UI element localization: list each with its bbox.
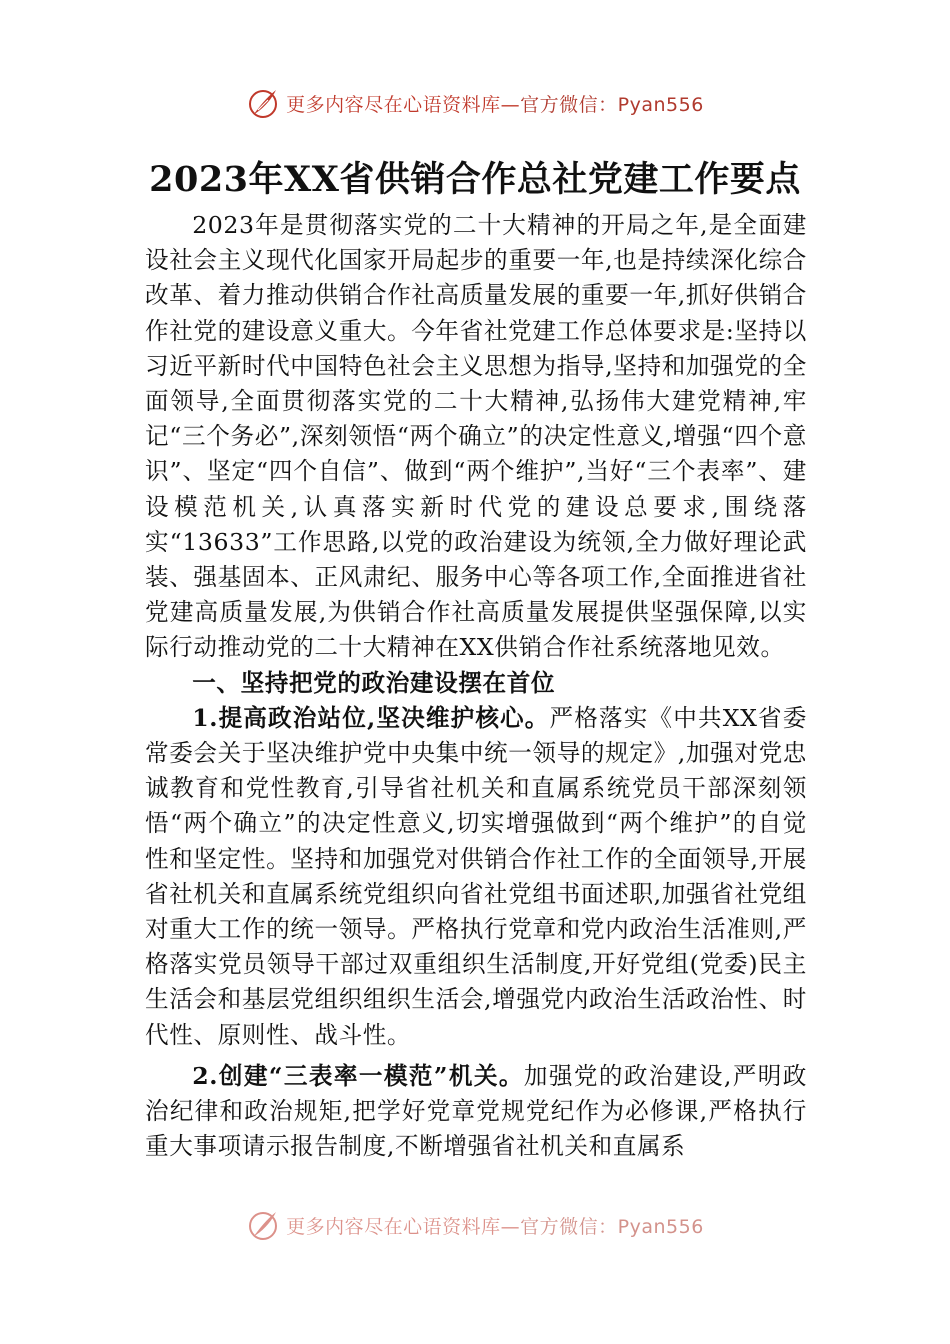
item-1-body: 严格落实《中共XX省委常委会关于坚决维护党中央集中统一领导的规定》,加强对党忠诚教育和党性教育,引导省社机关和直属系统党员干部深刻领悟“两个确立”的决定性意义,切实增强做到“两个维护”的自觉性和坚定性。坚持和加强党对供销合作社工作的全面领导,开展省社机关和直属系统党组织向省社党组书面述职,加强省社党组对重大工作的统一领导。严格执行党章和党内政治生活准则,严格落实党员领导干部过双重组织生活制度,开好党组(党委)民主生活会和基层党组织组织生活会,增强党内政治生活政治性、时代性、原则性、战斗性。 bbox=[145, 703, 807, 1049]
watermark-text: 更多内容尽在心语资料库—官方微信：Pyan556 bbox=[286, 1215, 704, 1238]
watermark-text: 更多内容尽在心语资料库—官方微信：Pyan556 bbox=[286, 93, 704, 116]
document-body bbox=[145, 208, 807, 1164]
item-1-paragraph bbox=[145, 701, 807, 1053]
feather-logo-icon bbox=[246, 86, 280, 120]
watermark-footer bbox=[0, 1208, 950, 1242]
item-1-heading: 1.提高政治站位,坚决维护核心。 bbox=[192, 703, 550, 732]
item-2-body: 加强党的政治建设,严明政治纪律和政治规矩,把学好党章党规党纪作为必修课,严格执行重大事项请示报告制度,不断增强省社机关和直属系 bbox=[145, 1061, 807, 1161]
watermark-header bbox=[0, 86, 950, 120]
intro-paragraph: 2023年是贯彻落实党的二十大精神的开局之年,是全面建设社会主义现代化国家开局起步的重要一年,也是持续深化综合改革、着力推动供销合作社高质量发展的重要一年,抓好供销合作社党的建设意义重大。今年省社党建工作总体要求是:坚持以习近平新时代中国特色社会主义思想为指导,坚持和加强党的全面领导,全面贯彻落实党的二十大精神,弘扬伟大建党精神,牢记“三个务必”,深刻领悟“两个确立”的决定性意义,增强“四个意识”、坚定“四个自信”、做到“两个维护”,当好“三个表率”、建设模范机关,认真落实新时代党的建设总要求,围绕落实“13633”工作思路,以党的政治建设为统领,全力做好理论武装、强基固本、正风肃纪、服务中心等各项工作,全面推进省社党建高质量发展,为供销合作社高质量发展提供坚强保障,以实际行动推动党的二十大精神在XX供销合作社系统落地见效。 bbox=[145, 211, 807, 662]
item-2-heading: 2.创建“三表率一模范”机关。 bbox=[192, 1061, 524, 1090]
item-2-paragraph bbox=[145, 1059, 807, 1165]
feather-logo-icon bbox=[246, 1208, 280, 1242]
section-heading: 一、坚持把党的政治建设摆在首位 bbox=[192, 668, 556, 697]
document-title: 2023年XX省供销合作总社党建工作要点 bbox=[149, 159, 801, 200]
